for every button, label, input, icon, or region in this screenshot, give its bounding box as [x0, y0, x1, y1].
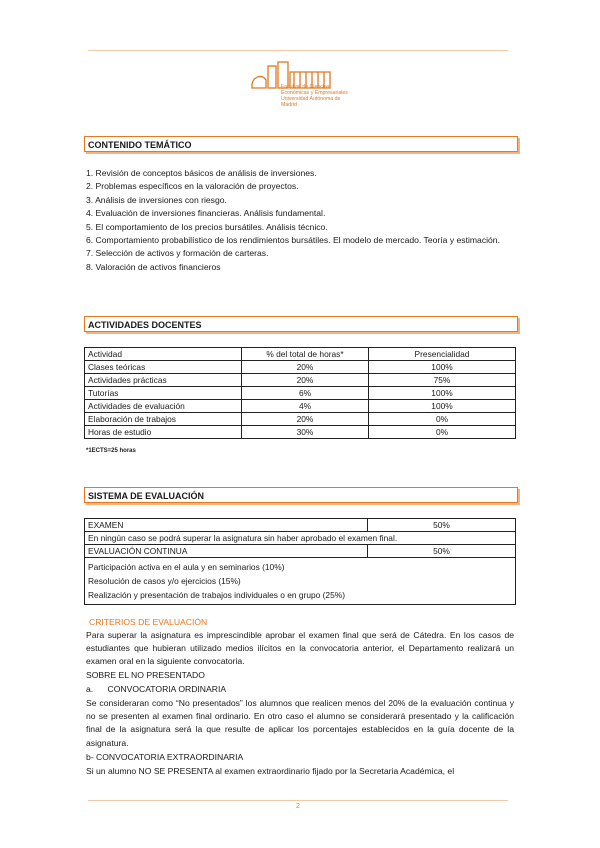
list-item: 2. Problemas específicos en la valoración de proyectos. [86, 181, 299, 192]
table-cell: EVALUACIÓN CONTINUA [85, 545, 368, 558]
table-cell: 100% [369, 387, 516, 400]
table-cell: 0% [369, 426, 516, 439]
table-cell: Actividades de evaluación [85, 400, 242, 413]
extraordinaria-heading: b- CONVOCATORIA EXTRAORDINARIA [86, 752, 244, 762]
table-header-row [85, 348, 516, 361]
list-item: Realización y presentación de trabajos individuales o en grupo (25%) [88, 590, 345, 600]
ordinaria-heading: a. CONVOCATORIA ORDINARIA [86, 684, 227, 694]
table-cell: 30% [242, 426, 369, 439]
list-item: 6. Comportamiento probabilístico de los rendimientos bursátiles. El modelo de mercado. Teoría y estimación. [86, 235, 500, 246]
list-item: 3. Análisis de inversiones con riesgo. [86, 194, 227, 205]
criterios-title: CRITERIOS DE EVALUACIÓN [89, 617, 208, 627]
table-header: Actividad [85, 348, 242, 361]
list-item: Resolución de casos y/o ejercicios (15%) [88, 576, 241, 586]
table-cell: Actividades prácticas [85, 374, 242, 387]
table-cell: 100% [369, 361, 516, 374]
table-row [85, 361, 516, 374]
table-row [85, 558, 516, 605]
ordinaria-paragraph: Se consideraran como “No presentados” los alumnos que realicen menos del 20% de la evaluación continua y no se presenten al examen final ordinario. En otro caso el alumno se considerará presentado y la calificación final de la asignatura será la que resulte de aplicar los porcentajes establecidos en la guía docente de la asignatura. [86, 698, 514, 748]
list-item: 7. Selección de activos y formación de carteras. [86, 248, 269, 259]
table-cell [85, 558, 516, 605]
table-row [85, 426, 516, 439]
list-item: 4. Evaluación de inversiones financieras. Análisis fundamental. [86, 208, 326, 219]
section-title-contenido: CONTENIDO TEMÁTICO [84, 136, 518, 152]
table-cell: Clases teóricas [85, 361, 242, 374]
criterios-paragraph: Para superar la asignatura es imprescindible aprobar el examen final que será de Cátedra. En los casos de estudiantes que hubieran utilizado medios ilícitos en la convocatoria anterior, el Departamento realizará un examen oral en la siguiente convocatoria. [86, 630, 514, 667]
table-cell: En ningún caso se podrá superar la asignatura sin haber aprobado el examen final. [85, 532, 516, 545]
table-cell: 20% [242, 361, 369, 374]
table-cell: 75% [369, 374, 516, 387]
list-item: 8. Valoración de activos financieros [86, 261, 221, 272]
table-row [85, 519, 516, 532]
contenido-list [86, 167, 520, 274]
section-title-actividades: ACTIVIDADES DOCENTES [84, 316, 518, 332]
table-cell: Horas de estudio [85, 426, 242, 439]
actividades-table [84, 347, 516, 439]
table-cell: 20% [242, 413, 369, 426]
evaluacion-table [84, 518, 516, 605]
page-number: 2 [296, 803, 300, 810]
footer-divider [88, 800, 508, 801]
ects-note: *1ECTS=25 horas [86, 448, 136, 454]
table-cell: 100% [369, 400, 516, 413]
table-cell: 6% [242, 387, 369, 400]
table-row [85, 532, 516, 545]
logo-text: Facultad de Ciencias Económicas y Empresariales Universidad Autónoma de Madrid [281, 84, 348, 108]
table-row [85, 413, 516, 426]
table-cell: 20% [242, 374, 369, 387]
table-row [85, 545, 516, 558]
table-row [85, 400, 516, 413]
list-item: 5. El comportamiento de los precios bursátiles. Análisis técnico. [86, 221, 328, 232]
table-cell: 4% [242, 400, 369, 413]
extraordinaria-paragraph: Si un alumno NO SE PRESENTA al examen extraordinario fijado por la Secretaria Académica, el [86, 766, 455, 776]
table-header: % del total de horas* [242, 348, 369, 361]
table-row [85, 374, 516, 387]
section-title-evaluacion: SISTEMA DE EVALUACIÓN [84, 487, 518, 503]
list-item: Participación activa en el aula y en seminarios (10%) [88, 562, 285, 572]
table-cell: 0% [369, 413, 516, 426]
table-cell: Elaboración de trabajos [85, 413, 242, 426]
header-divider [88, 50, 508, 51]
table-cell: 50% [368, 545, 516, 558]
table-cell: EXAMEN [85, 519, 368, 532]
table-cell: Tutorías [85, 387, 242, 400]
table-header: Presencialidad [369, 348, 516, 361]
table-row [85, 387, 516, 400]
table-cell: 50% [368, 519, 516, 532]
list-item: 1. Revisión de conceptos básicos de análisis de inversiones. [86, 168, 317, 178]
sobre-heading: SOBRE EL NO PRESENTADO [86, 670, 205, 680]
